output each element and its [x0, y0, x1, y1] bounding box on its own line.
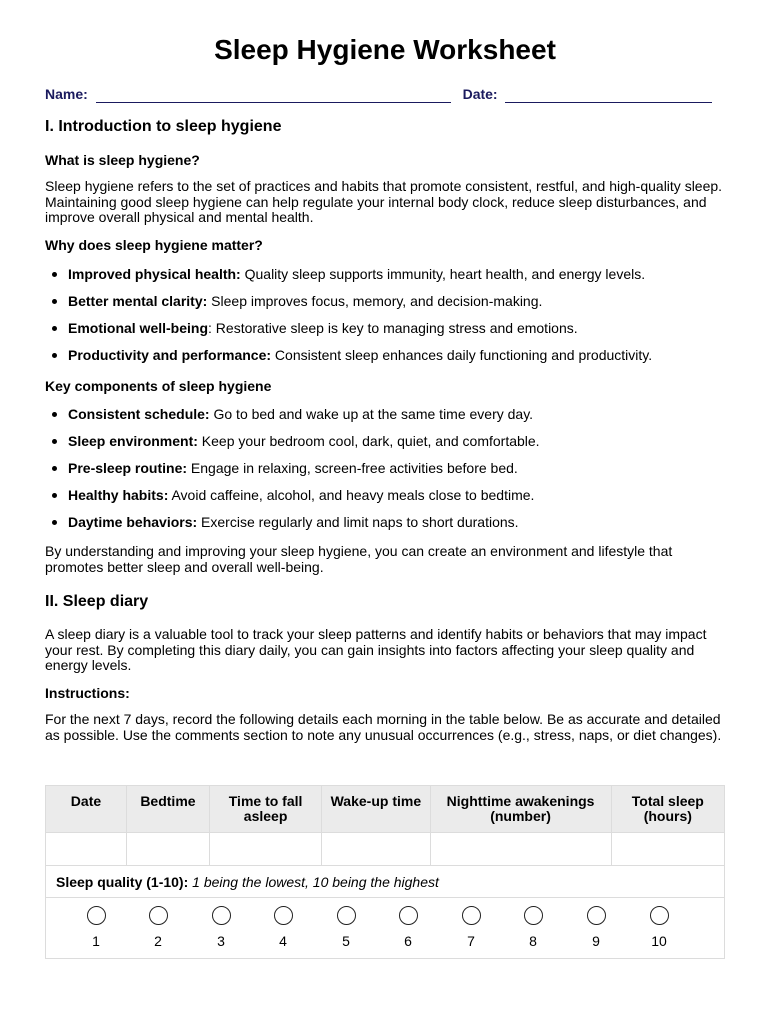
- intro-closing-paragraph: By understanding and improving your sleep hygiene, you can create an environment and lifestyle that promotes better sleep and overall well-being.: [45, 543, 673, 575]
- quality-option-7[interactable]: 7: [456, 906, 486, 949]
- quality-option-2[interactable]: 2: [143, 906, 173, 949]
- what-is-heading: What is sleep hygiene?: [45, 152, 200, 168]
- quality-option-9[interactable]: 9: [581, 906, 611, 949]
- radio-circle-icon[interactable]: [650, 906, 669, 925]
- quality-option-1[interactable]: 1: [81, 906, 111, 949]
- date-label: Date:: [462, 86, 498, 102]
- list-item: Daytime behaviors: Exercise regularly and limit naps to short durations.: [45, 513, 725, 540]
- quality-label-cell: [46, 866, 725, 898]
- table-row: [46, 833, 725, 866]
- radio-circle-icon[interactable]: [337, 906, 356, 925]
- header-nighttime-awakenings: Nighttime awakenings (number): [430, 786, 611, 833]
- quality-note: 1 being the lowest, 10 being the highest: [192, 873, 439, 890]
- quality-option-10[interactable]: 10: [644, 906, 674, 949]
- radio-circle-icon[interactable]: [587, 906, 606, 925]
- what-is-paragraph: Sleep hygiene refers to the set of practices and habits that promote consistent, restful, and high-quality sleep. Maintaining good sleep hygiene can help regulate your internal body clock, reduce sleep disturbances, and improve overall physical and mental health.: [45, 178, 723, 225]
- header-wake-up-time: Wake-up time: [322, 786, 430, 833]
- name-field[interactable]: [96, 88, 451, 103]
- list-item: Productivity and performance: Consistent sleep enhances daily functioning and productivity.: [45, 346, 725, 373]
- radio-circle-icon[interactable]: [524, 906, 543, 925]
- section-intro-heading: I. Introduction to sleep hygiene: [45, 118, 282, 135]
- why-matter-list: [45, 265, 725, 373]
- quality-option-3[interactable]: 3: [206, 906, 236, 949]
- sleep-diary-table: [45, 785, 725, 959]
- quality-option-5[interactable]: 5: [331, 906, 361, 949]
- header-total-sleep: Total sleep (hours): [611, 786, 724, 833]
- list-item: Emotional well-being: Restorative sleep is key to managing stress and emotions.: [45, 319, 725, 346]
- header-time-to-fall-asleep: Time to fall asleep: [209, 786, 321, 833]
- list-item: Improved physical health: Quality sleep supports immunity, heart health, and energy levels.: [45, 265, 725, 292]
- key-components-list: [45, 405, 725, 540]
- radio-circle-icon[interactable]: [149, 906, 168, 925]
- page-title: Sleep Hygiene Worksheet: [214, 34, 556, 65]
- section-diary-heading: II. Sleep diary: [45, 593, 149, 610]
- key-components-heading: Key components of sleep hygiene: [45, 378, 272, 394]
- radio-circle-icon[interactable]: [87, 906, 106, 925]
- radio-circle-icon[interactable]: [212, 906, 231, 925]
- diary-paragraph: A sleep diary is a valuable tool to track your sleep patterns and identify habits or behaviors that may impact your rest. By completing this diary daily, you can gain insights into factors affecting your sleep quality and energy levels.: [45, 626, 707, 673]
- bedtime-cell[interactable]: [126, 833, 209, 866]
- total-sleep-cell[interactable]: [611, 833, 724, 866]
- radio-circle-icon[interactable]: [274, 906, 293, 925]
- why-matter-heading: Why does sleep hygiene matter?: [45, 237, 263, 253]
- quality-option-8[interactable]: 8: [518, 906, 548, 949]
- awakenings-cell[interactable]: [430, 833, 611, 866]
- quality-label: Sleep quality (1-10):: [56, 873, 189, 890]
- list-item: Pre-sleep routine: Engage in relaxing, screen-free activities before bed.: [45, 459, 725, 486]
- list-item: Consistent schedule: Go to bed and wake up at the same time every day.: [45, 405, 725, 432]
- quality-scale-row: [46, 898, 725, 959]
- fall-asleep-cell[interactable]: [209, 833, 321, 866]
- header-bedtime: Bedtime: [126, 786, 209, 833]
- header-date: Date: [46, 786, 127, 833]
- instructions-paragraph: For the next 7 days, record the following details each morning in the table below. Be as accurate and detailed as possible. Use the comments section to note any unusual occurrences (e.g., stress, naps, or diet changes).: [45, 711, 722, 743]
- list-item: Healthy habits: Avoid caffeine, alcohol, and heavy meals close to bedtime.: [45, 486, 725, 513]
- date-field[interactable]: [505, 88, 712, 103]
- quality-scale-cell: [46, 898, 725, 959]
- name-date-row: [45, 85, 725, 103]
- wake-up-cell[interactable]: [322, 833, 430, 866]
- list-item: Sleep environment: Keep your bedroom cool, dark, quiet, and comfortable.: [45, 432, 725, 459]
- quality-option-4[interactable]: 4: [268, 906, 298, 949]
- radio-circle-icon[interactable]: [399, 906, 418, 925]
- quality-option-6[interactable]: 6: [393, 906, 423, 949]
- radio-circle-icon[interactable]: [462, 906, 481, 925]
- table-header-row: [46, 786, 725, 833]
- name-label: Name:: [45, 86, 88, 102]
- instructions-heading: Instructions:: [45, 685, 130, 701]
- date-cell[interactable]: [46, 833, 127, 866]
- list-item: Better mental clarity: Sleep improves focus, memory, and decision-making.: [45, 292, 725, 319]
- quality-label-row: [46, 866, 725, 898]
